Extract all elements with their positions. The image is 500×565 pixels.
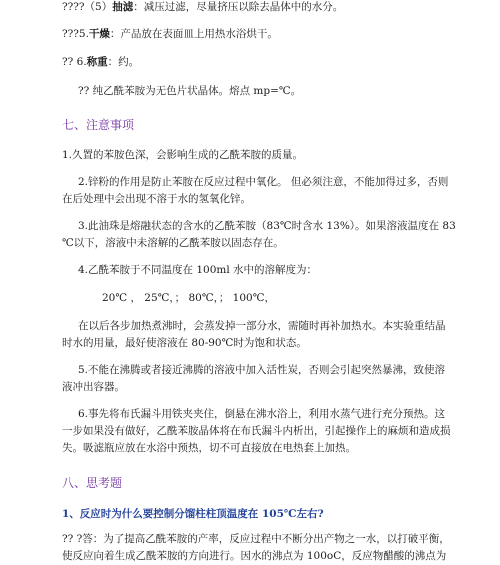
note-item: 1.久置的苯胺色深，会影响生成的乙酰苯胺的质量。	[62, 149, 304, 161]
question-1: 1、反应时为什么要控制分馏柱柱顶温度在 105℃左右?	[62, 508, 324, 520]
note-item: 一步如果没有做好，乙酰苯胺晶体将在布氏漏斗内析出，引起操作上的麻烦和造成损	[62, 425, 451, 437]
note-item: 时水的用量，最好使溶液在 80-90℃时为饱和状态。	[62, 337, 307, 349]
note-item: 在以后各步加热煮沸时，会蒸发掉一部分水，需随时再补加热水。本实验重结晶	[78, 320, 446, 332]
note-item: 2.锌粉的作用是防止苯胺在反应过程中氧化。 但必须注意，不能加得过多，否则	[78, 176, 449, 188]
note-item: 3.此油珠是熔融状态的含水的乙酰苯胺（83℃时含水 13%）。如果溶液温度在 83	[78, 220, 456, 232]
step-text: ：约。	[107, 56, 140, 68]
section-heading-questions: 八、思考题	[62, 476, 123, 490]
solubility-values: 20℃ ， 25℃，； 80℃，； 100℃，	[102, 292, 275, 304]
note-item: 在后处理中会出现不溶于水的氢氧化锌。	[62, 193, 251, 205]
step-label: 称重	[86, 56, 108, 68]
step-suction-filtration	[62, 0, 343, 14]
step-drying	[62, 27, 278, 41]
note-item: 4.乙酰苯胺于不同温度在 100ml 水中的溶解度为：	[78, 264, 318, 276]
answer-line: ?? ?答：为了提高乙酰苯胺的产率，反应过程中不断分出产物之一水，以打破平衡，	[62, 533, 450, 545]
step-prefix: ????（5）	[62, 1, 113, 13]
answer-line: 使反应向着生成乙酰苯胺的方向进行。因水的沸点为 100oC，反应物醋酸的沸点为	[62, 550, 447, 562]
product-description: ?? 纯乙酰苯胺为无色片状晶体。熔点 mp=℃。	[78, 85, 302, 97]
step-prefix: ???5.	[62, 28, 89, 40]
note-item: 液冲出容器。	[62, 381, 125, 393]
step-label: 抽滤	[112, 1, 134, 13]
step-weighing	[62, 55, 139, 69]
note-item: ℃以下，溶液中未溶解的乙酰苯胺以固态存在。	[62, 237, 284, 249]
section-heading-notes: 七、注意事项	[62, 118, 135, 132]
note-item: 5.不能在沸腾或者接近沸腾的溶液中加入活性炭，否则会引起突然暴沸，致使溶	[78, 364, 446, 376]
step-text: ：产品放在表面皿上用热水浴烘干。	[109, 28, 278, 40]
note-item: 6.事先将布氏漏斗用铁夹夹住，倒悬在沸水浴上，利用水蒸气进行充分预热。这	[78, 408, 446, 420]
step-label: 干燥	[88, 28, 110, 40]
step-prefix: ?? 6.	[62, 56, 87, 68]
step-text: ：减压过滤，尽量挤压以除去晶体中的水分。	[133, 1, 344, 13]
note-item: 失。吸滤瓶应放在水浴中预热，切不可直接放在电热套上加热。	[62, 442, 356, 454]
